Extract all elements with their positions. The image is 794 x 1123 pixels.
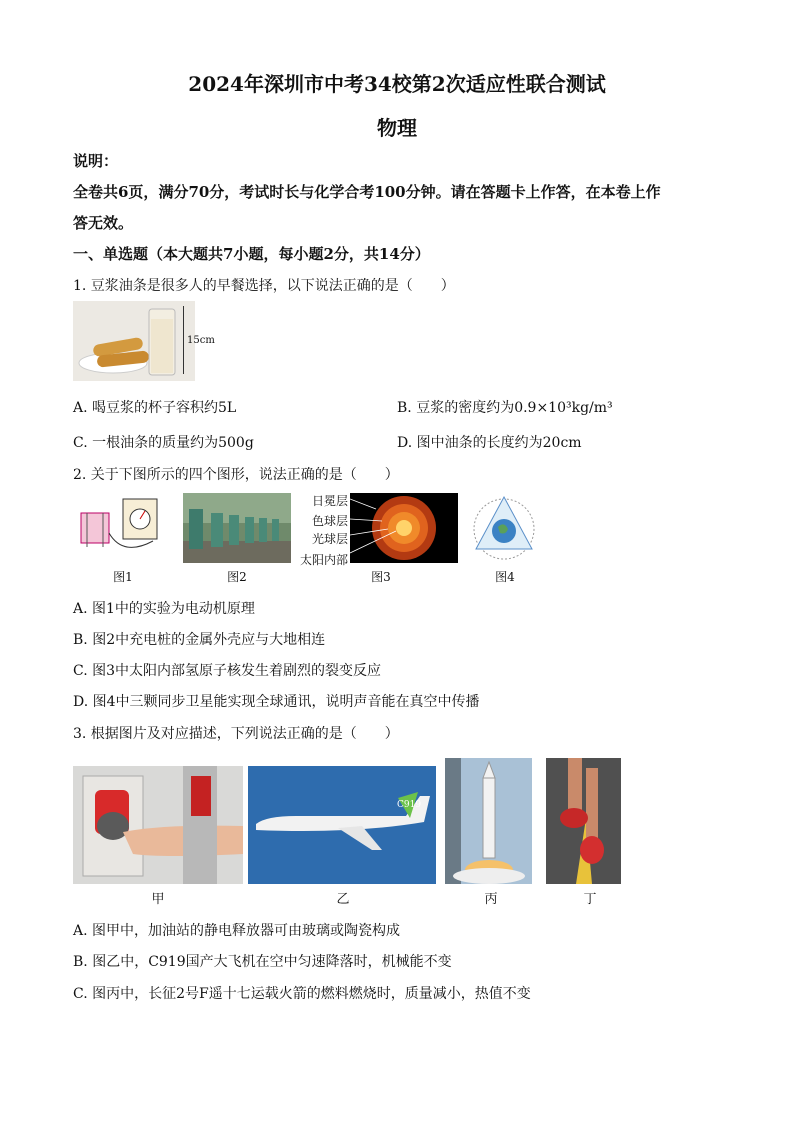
soymilk-photo [73, 301, 195, 381]
figure-4-satellites [470, 493, 538, 563]
photo-bing-rocket [445, 758, 532, 884]
q3-option-c: C. 图丙中，长征2号F遥十七运载火箭的燃料燃烧时，质量减小，热值不变 [73, 986, 531, 1002]
length-marker-line [183, 306, 184, 374]
q1-option-d: D. 图中油条的长度约为20cm [397, 435, 582, 451]
q1-stem: 1. 豆浆油条是很多人的早餐选择，以下说法正确的是（ ） [73, 278, 455, 294]
caption-bing: 丙 [484, 892, 498, 907]
note-text-line1: 全卷共6页，满分70分，考试时长与化学合考100分钟。请在答题卡上作答，在本卷上作 [73, 183, 661, 201]
q1-option-b: B. 豆浆的密度约为0.9×10³kg/m³ [397, 400, 613, 416]
caption-yi: 乙 [336, 892, 350, 907]
photo-yi-c919 [248, 766, 436, 884]
subject-title: 物理 [377, 116, 417, 140]
sun-label-interior: 太阳内部 [300, 553, 349, 567]
figure-1-experiment [73, 493, 173, 561]
sun-label-chromosphere: 色球层 [312, 514, 349, 528]
plane-tail-text: C919 [397, 800, 422, 810]
photo-ding-runner [546, 758, 621, 884]
q2-option-d: D. 图4中三颗同步卫星能实现全球通讯，说明声音能在真空中传播 [73, 694, 480, 710]
note-text-line2: 答无效。 [73, 214, 134, 232]
fig3-caption: 图3 [371, 570, 391, 584]
q1-option-c: C. 一根油条的质量约为500g [73, 435, 254, 451]
q1-option-a: A. 喝豆浆的杯子容积约5L [73, 400, 237, 416]
q3-option-a: A. 图甲中，加油站的静电释放器可由玻璃或陶瓷构成 [73, 923, 401, 939]
q2-option-b: B. 图2中充电桩的金属外壳应与大地相连 [73, 632, 326, 648]
fig2-caption: 图2 [227, 570, 247, 584]
note-label: 说明： [73, 152, 119, 170]
length-label: 15cm [187, 335, 215, 346]
sun-label-corona: 日冕层 [312, 494, 349, 508]
figure-2-charging-piles [183, 493, 291, 563]
section-heading: 一、单选题（本大题共7小题，每小题2分，共14分） [73, 245, 430, 263]
caption-jia: 甲 [151, 892, 165, 907]
fig4-caption: 图4 [495, 570, 515, 584]
fig1-caption: 图1 [113, 570, 133, 584]
q2-stem: 2. 关于下图所示的四个图形，说法正确的是（ ） [73, 467, 399, 483]
photo-jia-static-discharger [73, 766, 243, 884]
q2-option-c: C. 图3中太阳内部氢原子核发生着剧烈的裂变反应 [73, 663, 382, 679]
figure-3-sun [350, 493, 458, 563]
q3-option-b: B. 图乙中，C919国产大飞机在空中匀速降落时，机械能不变 [73, 954, 452, 970]
sun-label-photosphere: 光球层 [312, 532, 349, 546]
exam-title: 2024年深圳市中考34校第2次适应性联合测试 [188, 72, 606, 96]
q3-stem: 3. 根据图片及对应描述，下列说法正确的是（ ） [73, 726, 399, 742]
q2-option-a: A. 图1中的实验为电动机原理 [73, 601, 255, 617]
caption-ding: 丁 [583, 892, 597, 907]
